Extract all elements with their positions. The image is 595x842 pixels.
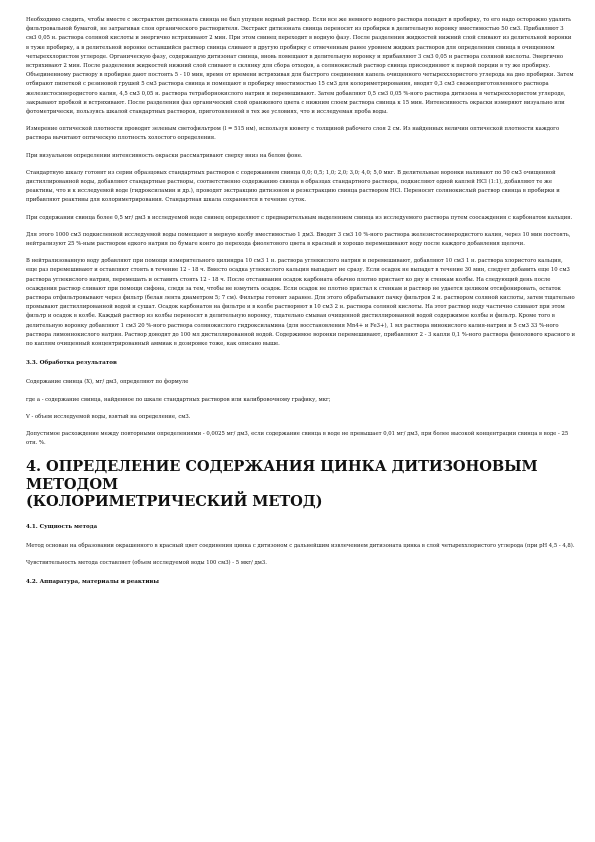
paragraph-optical-density: Измерение оптической плотности проводят зеленым светофильтром (l = 515 нм), используя кювету с толщиной рабочего слоя 2 см. Из найденных величин оптической плотности каждого раствора вычитают оптическую плотность холостого определения. [26,126,560,142]
paragraph-extract-transfer: Необходимо следить, чтобы вместе с экстрактом дитизоната свинца не был упущен водный раствор. Если все же немного водного раствора попадет в пробирку, то его надо осторожно удалить фильтровальной бумагой, не затрагивая слоя органического растворителя. Экстракт дитизоната свинца переносят из пробирки в делительную воронку вместимостью 50 см3. Прибавляют 3 см3 0,05 н. раствора соляной кислоты и энергично встряхивают 2 мин. При этом свинец переходит в водную фазу. После разделения жидкостей нижний слой сливают из делительной воронки в туже пробирку, а в делительной воронке оставшийся раствор свинца сливают в другую пробирку с отмеченным ранее уровнем жидких растворов для определения свинца в очищенном четыреххлористом углероде. Органическую фазу, содержащую дитизонат свинца, вновь помещают в делительную воронку и прибавляют 3 см3 0,05 н раствора соляной кислоты. Энергично встряхивают 2 мин. После разделения жидкостей нижний слой сливают в склянку для сбора отходов, а солянокислый раствор свинца присоединяют к первой порции в ту же пробирку. Объединенному раствору в пробирке дают постоять 5 - 10 мин, время от времени встряхивая для быстрого соединения капель очищенного четыреххлористого углерода на дно пробирки. Затем отбирают пипеткой с резиновой грушей 5 см3 раствора свинца и помещают в пробирку вместимостью 15 см3 для колориметрирования, вводят 0,3 см3 свежеприготовленного раствора железистосинеродистого калия, 4,5 см3 0,05 н. раствора тетраборнокислого натрия и перемешивают. Затем добавляют 0,5 см3 0,05 %-ного раствора дитизона в четыреххлористом углероде, закрывают пробкой и встряхивают. После разделения фаз органический слой оранжевого цвета с нижним слоем раствора свинца к 15 мин. Интенсивность окраски измеряют визуально или фотометрически, пользуясь шкалой стандартных растворов, приготовленной в тех же условиях, что и исследуемая проба воды. [26,17,574,116]
paragraph-sensitivity: Чувствительность метода составляет (объем исследуемой воды 100 см3) - 5 мкг/ дм3. [26,560,267,567]
heading-line-2: МЕТОДОМ [26,475,118,493]
subsection-title-essence: 4.1. Сущность метода [26,523,98,530]
paragraph-high-lead-content: При содержании свинца более 0,5 мг/ дм3 в исследуемой воде свинец определяют с предварительным выделением свинца из исследуемого раствора путем соосаждения с карбонатом кальция. [26,214,573,221]
paragraph-variable-v: V - объем исследуемой воды, взятый на определение, см3. [26,413,191,420]
heading-line-3: (КОЛОРИМЕТРИЧЕСКИЙ МЕТОД) [26,493,323,511]
section-heading-zinc [26,458,575,511]
paragraph-variable-a: где a - содержание свинца, найденное по шкале стандартных растворов или калибровочному графику, мкг; [26,396,331,403]
paragraph-method-basis: Метод основан на образовании окрашенного в красный цвет соединения цинка с дитизоном с дальнейшим извлечением дитизоната цинка в слой четыреххлористого углерода (при рН 4,5 - 4,8). [26,542,575,549]
paragraph-standard-scale: Стандартную шкалу готовят из серии образцовых стандартных растворов с содержанием свинца 0,0; 0,5; 1,0; 2,0; 3,0; 4,0; 5,0 мкг. В делительные воронки наливают по 50 см3 очищенной дистиллированной воды, добавляют стандартные растворы, соответственно содержанию свинца в образцах стандартного раствора, подкисляют одной каплей НСl (1:1), добавляют те же реактивы, что и к исследуемой воде (гидроксиламин и др.), проводят экстракцию дитизоном и реэкстракцию свинца раствором НСl. Переносят солянокислый раствор свинца в пробирки и прибавляют реактивы для колориметрирования. Стандартная шкала сохраняется в течение суток. [26,169,560,204]
paragraph-sample-preparation: Для этого 1000 см3 подкисленной исследуемой воды помещают в мерную колбу вместимостью 1 дм3. Вводят 3 см3 10 %-ного раствора железистосинеродистого калия, через 10 мин постоять, нейтрализуют 25 %-ным раствором едкого натрия по бумаге конго до перехода фиолетового цвета в красный и хорошо перемешивают воду после каждого добавления щелочи. [26,231,571,248]
paragraph-coprecipitation: В нейтрализованную воду добавляют при помощи измерительного цилиндра 10 см3 1 н. раствора углекислого натрия и перемешивают, добавляют 10 см3 1 н. раствора хлористого кальция, еще раз перемешивают и оставляют стоять в течение 12 - 18 ч. Вместо осадка углекислого кальция выпадает не сразу. Если осадок не выпадет в течение 30 мин, следует добавить еще 10 см3 раствора углекислого натрия, перемешать и оставить стоять 12 - 18 ч. После отстаивания осадок карбоната обычно плотно пристает ко дну и стенкам колбы. На следующий день после осаждения раствор сливают при помощи сифона, следя за тем, чтобы не взмутить осадок. Если осадок не плотно пристал к стенкам и раствор не удается целиком отсифонировать, остаток раствора отфильтровывают через фильтр (белая лента диаметром 5; 7 см). Фильтры готовят заранее. Для этого обрабатывают пачку фильтров 2 н. раствором соляной кислоты, затем тщательно промывают дистиллированной водой и сушат. Осадок карбонатов на фильтре и в колбе растворяют в 10 см3 2 н. раствора соляной кислоты. На этот раствор воду частично сливают при этом фильтр и осадок в колбе. Каждый раствор из колбы переносят в делительную воронку, тщательно смывая очищенной дистиллированной водой содержимое колбы и фильтр. Кроме того в делительную воронку добавляют 1 см3 20 %-ного раствора солянокислого гидроксиламина (для восстановления Mn4+ и Fe3+), 1 мл раствора винокислого калия-натрия и 5 см3 33 %-ного раствора лимоннокислого натрия. Раствор доводят до 100 мл дистиллированной водой. Содержимое воронки перемешивают, прибавляют 2 - 3 капли 0,1 %-ного раствора фенолового красного и по каплям очищенный концентрированный аммиак в дозировке тоже, как описано выше. [26,258,575,348]
subsection-title-apparatus: 4.2. Аппаратура, материалы и реактивы [26,579,160,586]
paragraph-formula-intro: Содержание свинца (Х), мг/ дм3, определяют по формуле [26,379,189,386]
heading-line-1: 4. ОПРЕДЕЛЕНИЕ СОДЕРЖАНИЯ ЦИНКА ДИТИЗОНОВЫМ [26,458,538,476]
subsection-title-processing: 3.3. Обработка результатов [26,360,117,367]
paragraph-tolerance: Допустимое расхождение между повторными определениями - 0,0025 мг/ дм3, если содержание свинца в воде не превышает 0,01 мг/ дм3, при более высокой концентрации свинца в воде - 25 отн. %. [26,430,569,447]
paragraph-visual-determination: При визуальном определении интенсивность окраски рассматривают сверху вниз на белом фоне. [26,152,303,159]
